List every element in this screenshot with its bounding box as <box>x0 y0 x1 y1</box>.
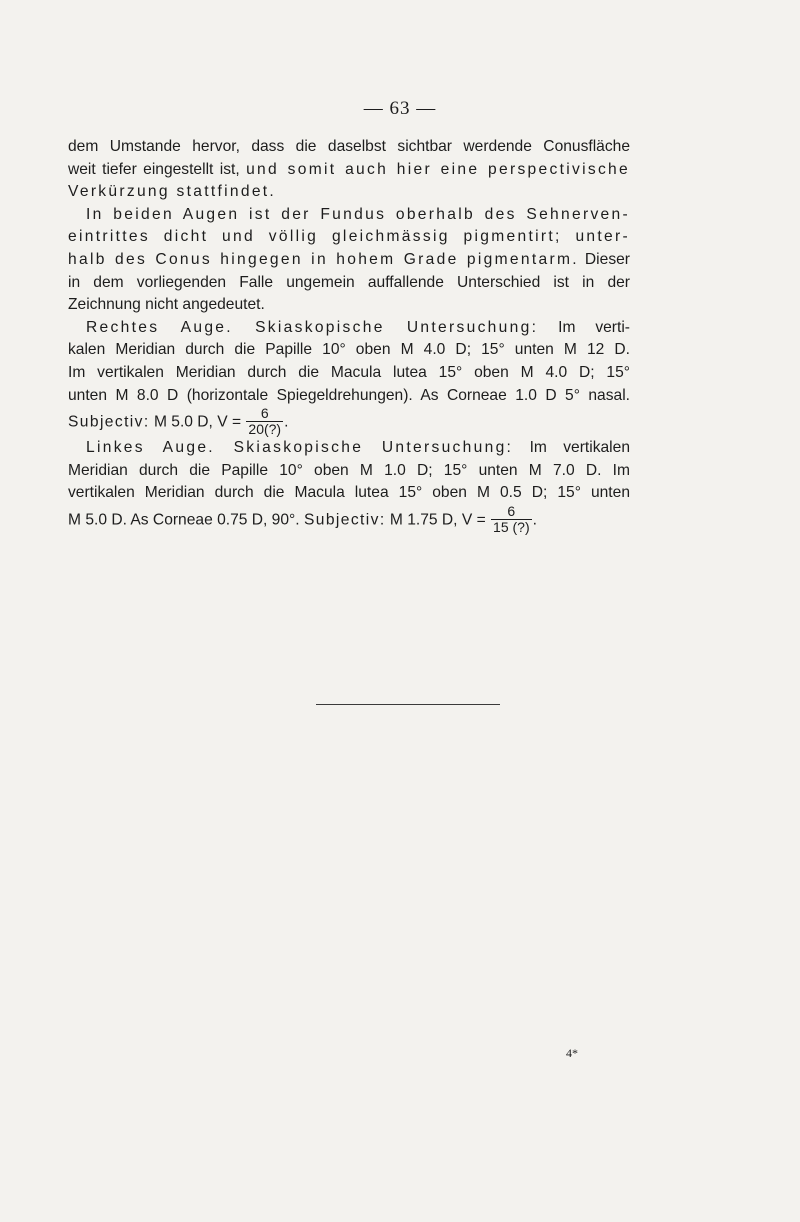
page-number: — 63 — <box>363 98 437 119</box>
text-line: Im vertikalen Meridian durch die Macula lutea 15° oben M 4.0 D; 15° <box>68 363 630 381</box>
text-line: In beiden Augen ist der Fundus oberhalb des Sehnerven- <box>86 205 630 223</box>
text-line: halb des Conus hingegen in hohem Grade pigmentarm. Dieser <box>68 250 630 268</box>
text-line: Zeichnung nicht angedeutet. <box>68 296 265 314</box>
text-line: unten M 8.0 D (horizontale Spiegeldrehungen). As Corneae 1.0 D 5° nasal. <box>68 386 630 404</box>
fraction: $\frac{6}{15 (?)}$ <box>493 502 530 535</box>
text-line: kalen Meridian durch die Papille 10° oben M 4.0 D; 15° unten M 12 D. <box>68 341 630 359</box>
section-divider <box>316 704 500 705</box>
text-line: Rechtes Auge. Skiaskopische Untersuchung: Im verti- <box>86 318 630 336</box>
signature-mark: 4* <box>566 1046 578 1060</box>
text-line: dem Umstande hervor, dass die daselbst sichtbar werdende Conusfläche <box>68 138 630 155</box>
text-line: M 5.0 D. As Corneae 0.75 D, 90°. Subjectiv: M 1.75 D, V = $\frac{6}{15 (?)}$ . <box>68 502 537 535</box>
text-line: vertikalen Meridian durch die Macula lutea 15° oben M 0.5 D; 15° unten <box>68 484 630 502</box>
text-line: in dem vorliegenden Falle ungemein auffallende Unterschied ist in der <box>68 273 630 291</box>
text-line: Linkes Auge. Skiaskopische Untersuchung: Im vertikalen <box>86 439 630 457</box>
text-line: Subjectiv: M 5.0 D, V = $\frac{6}{20(?)}$ . <box>68 405 289 438</box>
text-line: eintrittes dicht und völlig gleichmässig pigmentirt; unter- <box>68 228 630 246</box>
fraction: $\frac{6}{20(?)}$ <box>248 405 282 438</box>
text-line: weit tiefer eingestellt ist, und somit auch hier eine perspectivische <box>68 160 630 178</box>
body-text <box>68 136 630 535</box>
text-line: Meridian durch die Papille 10° oben M 1.0 D; 15° unten M 7.0 D. Im <box>68 461 630 479</box>
text-line: Verkürzung stattfindet. <box>68 183 277 201</box>
